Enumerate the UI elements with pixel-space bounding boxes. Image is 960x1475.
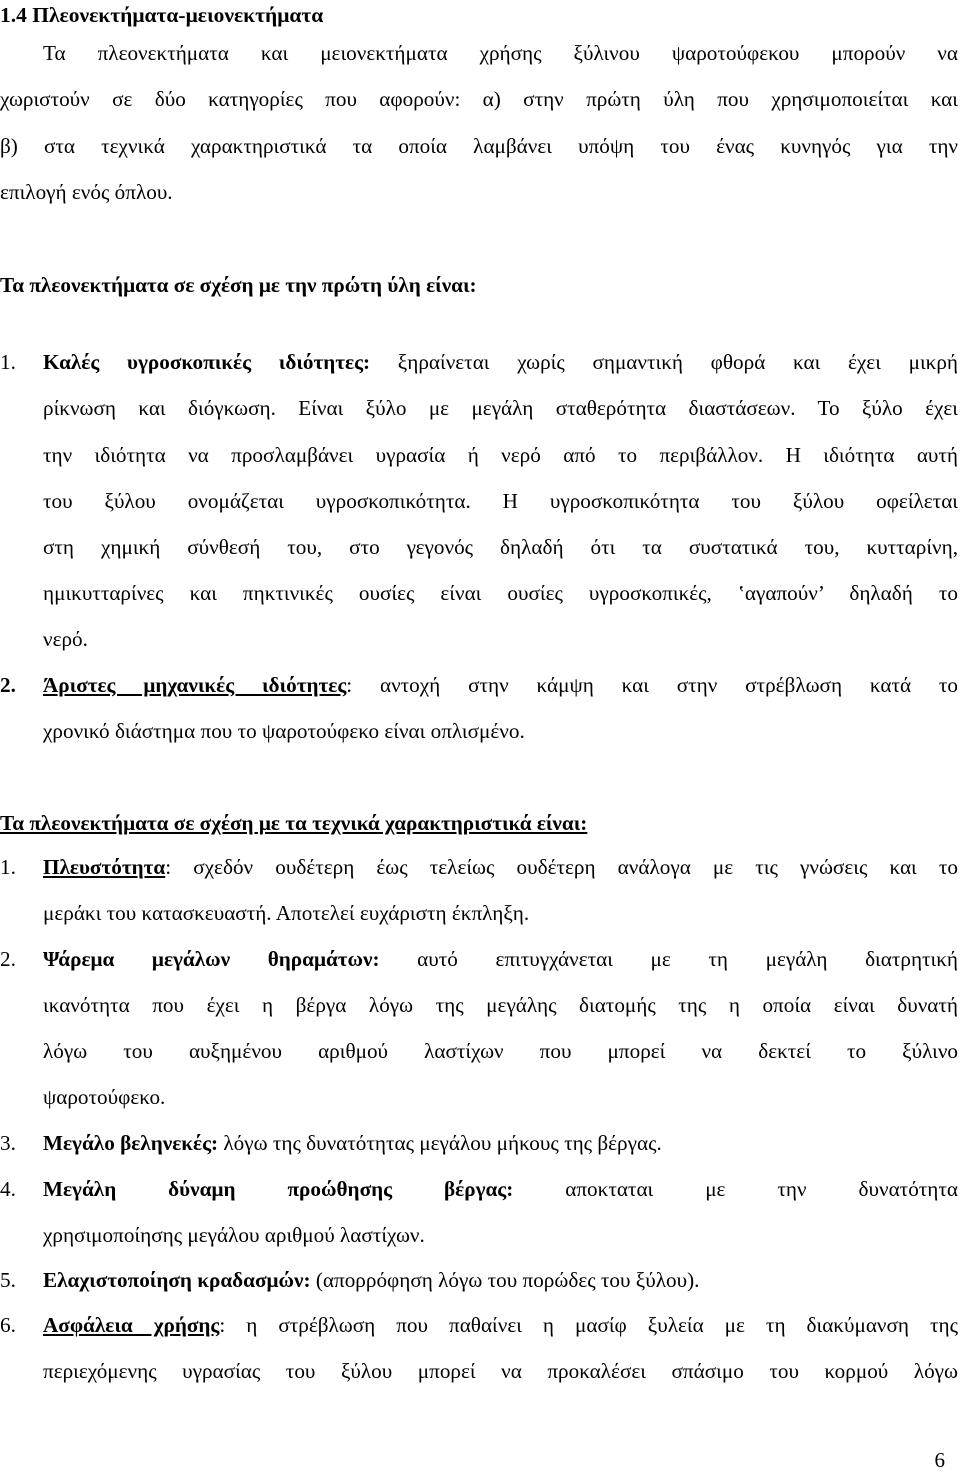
intro-line-4: επιλογή ενός όπλου. bbox=[0, 180, 173, 204]
material-item-1-line: νερό. bbox=[43, 627, 88, 651]
item-number: 1. bbox=[0, 350, 16, 374]
item-text: (απορρόφηση λόγω του πορώδες του ξύλου). bbox=[310, 1268, 700, 1292]
technical-item-4-first-line bbox=[0, 1174, 958, 1204]
technical-item-6-first-line bbox=[0, 1310, 958, 1340]
material-item-1-first-line bbox=[0, 347, 958, 377]
material-heading: Τα πλεονεκτήματα σε σχέση με την πρώτη ύλη είναι: bbox=[0, 273, 477, 297]
item-number: 5. bbox=[0, 1268, 16, 1292]
technical-item-2-first-line bbox=[0, 944, 958, 974]
item-term: Πλευστότητα bbox=[43, 855, 166, 879]
material-item-2-line: χρονικό διάστημα που το ψαροτούφεκο είναι οπλισμένο. bbox=[43, 719, 525, 743]
material-item-1-line: ρίκνωση και διόγκωση. Είναι ξύλο με μεγάλη σταθερότητα διαστάσεων. Το ξύλο έχει bbox=[43, 396, 958, 420]
item-text: αποκταται με την δυνατότητα bbox=[513, 1177, 958, 1201]
item-number: 6. bbox=[0, 1313, 16, 1337]
item-number: 2. bbox=[0, 947, 16, 971]
item-term: Ψάρεμα μεγάλων θηραμάτων: bbox=[43, 947, 380, 971]
item-number: 1. bbox=[0, 855, 16, 879]
item-term: Μεγάλο βεληνεκές: bbox=[43, 1131, 219, 1155]
item-term: Ελαχιστοποίηση κραδασμών: bbox=[43, 1268, 311, 1292]
technical-item-2-line: ψαροτούφεκο. bbox=[43, 1085, 166, 1109]
item-number: 3. bbox=[0, 1131, 16, 1155]
technical-item-3-line bbox=[0, 1128, 662, 1158]
item-term: Καλές υγροσκοπικές ιδιότητες: bbox=[43, 350, 371, 374]
material-item-1-line: του ξύλου ονομάζεται υγροσκοπικότητα. Η υγροσκοπικότητα του ξύλου οφείλεται bbox=[43, 489, 958, 513]
item-term: Μεγάλη δύναμη προώθησης βέργας: bbox=[43, 1177, 514, 1201]
intro-line-2: χωριστούν σε δύο κατηγορίες που αφορούν: α) στην πρώτη ύλη που χρησιμοποιείται και bbox=[0, 87, 958, 111]
technical-item-5-line bbox=[0, 1265, 699, 1295]
technical-item-6-line: περιεχόμενης υγρασίας του ξύλου μπορεί να προκαλέσει σπάσιμο του κορμού λόγω bbox=[43, 1359, 958, 1383]
item-number: 2. bbox=[0, 673, 16, 697]
item-text: αυτό επιτυγχάνεται με τη μεγάλη διατρητική bbox=[379, 947, 958, 971]
item-text: : αντοχή στην κάμψη και στην στρέβλωση κατά το bbox=[346, 673, 959, 697]
material-item-2-first-line bbox=[0, 670, 958, 700]
material-item-1-line: την ιδιότητα να προσλαμβάνει υγρασία ή νερό από το περιβάλλον. Η ιδιότητα αυτή bbox=[43, 443, 958, 467]
item-text: ξηραίνεται χωρίς σημαντική φθορά και έχει μικρή bbox=[397, 350, 958, 374]
technical-item-1-line: μεράκι του κατασκευαστή. Αποτελεί ευχάριστη έκπληξη. bbox=[43, 901, 530, 925]
intro-line-1: Τα πλεονεκτήματα και μειονεκτήματα χρήσης ξύλινου ψαροτούφεκου μπορούν να bbox=[43, 41, 958, 65]
technical-heading: Τα πλεονεκτήματα σε σχέση με τα τεχνικά χαρακτηριστικά είναι: bbox=[0, 811, 588, 835]
item-text: : σχεδόν ουδέτερη έως τελείως ουδέτερη ανάλογα με τις γνώσεις και το bbox=[165, 855, 958, 879]
technical-item-2-line: ικανότητα που έχει η βέργα λόγω της μεγάλης διατομής της η οποία είναι δυνατή bbox=[43, 993, 958, 1017]
intro-line-3: β) στα τεχνικά χαρακτηριστικά τα οποία λαμβάνει υπόψη του ένας κυνηγός για την bbox=[0, 134, 958, 158]
item-term: Άριστες μηχανικές ιδιότητες bbox=[43, 673, 347, 697]
page-number: 6 bbox=[934, 1448, 945, 1472]
section-heading: 1.4 Πλεονεκτήματα-μειονεκτήματα bbox=[0, 3, 324, 27]
item-text: λόγω της δυνατότητας μεγάλου μήκους της βέργας. bbox=[218, 1131, 662, 1155]
material-item-1-line: ημικυτταρίνες και πηκτινικές ουσίες είναι ουσίες υγροσκοπικές, ‛αγαπούν’ δηλαδή το bbox=[43, 581, 958, 605]
technical-item-2-line: λόγω του αυξημένου αριθμού λαστίχων που μπορεί να δεκτεί το ξύλινο bbox=[43, 1039, 958, 1063]
item-text: : η στρέβλωση που παθαίνει η μασίφ ξυλεία με τη διακύμανση της bbox=[219, 1313, 958, 1337]
material-item-1-line: στη χημική σύνθεσή του, στο γεγονός δηλαδή ότι τα συστατικά του, κυτταρίνη, bbox=[43, 535, 958, 559]
technical-item-1-first-line bbox=[0, 852, 958, 882]
technical-item-4-line: χρησιμοποίησης μεγάλου αριθμού λαστίχων. bbox=[43, 1223, 425, 1247]
item-number: 4. bbox=[0, 1177, 16, 1201]
item-term: Ασφάλεια χρήσης bbox=[43, 1313, 220, 1337]
